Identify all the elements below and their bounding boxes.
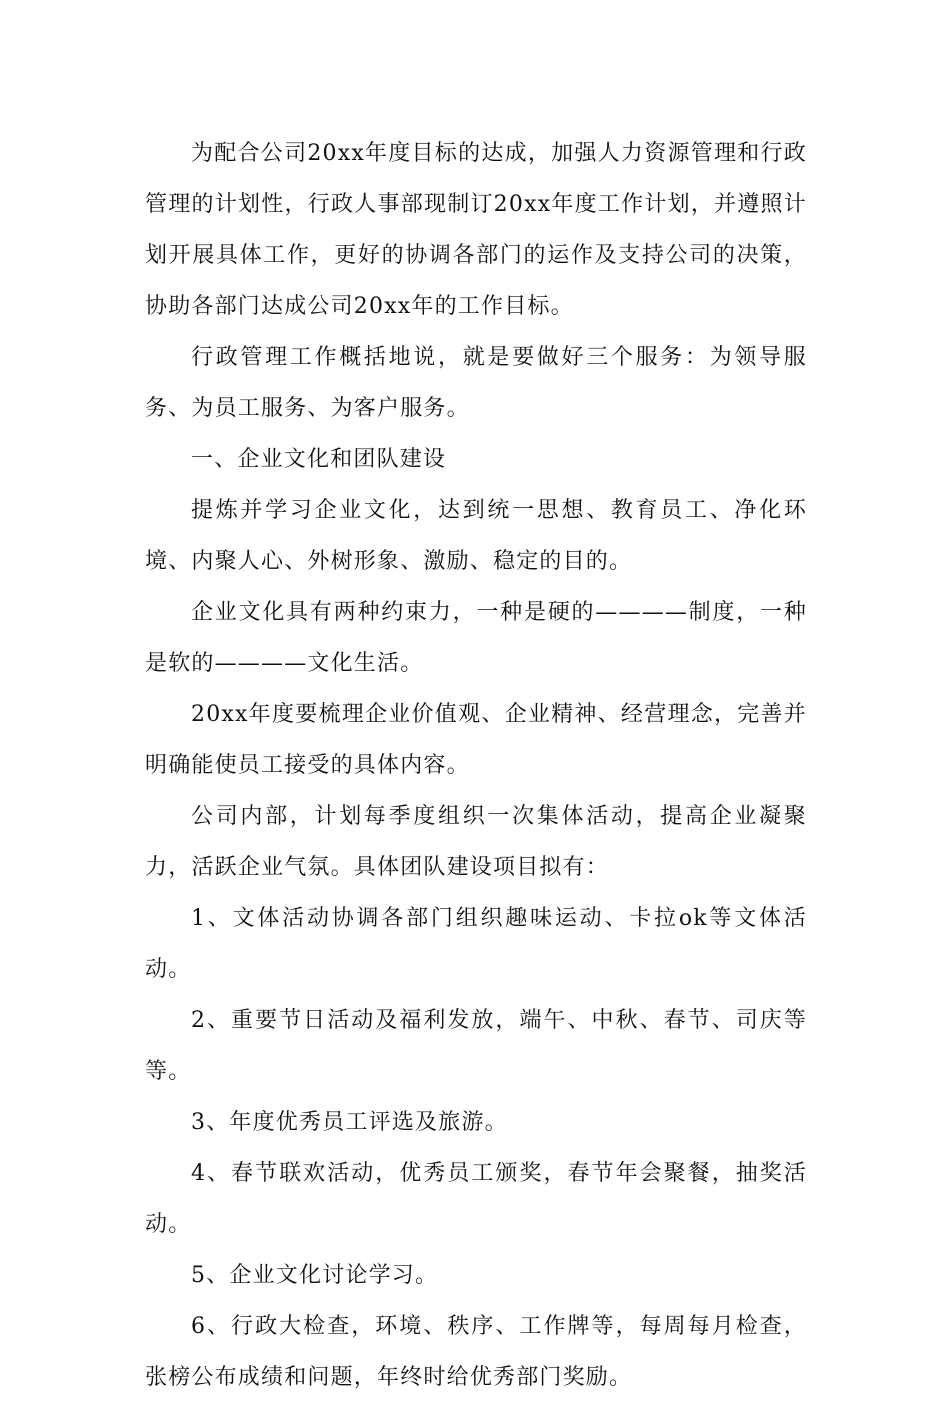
culture-constraint-paragraph: 企业文化具有两种约束力，一种是硬的————制度，一种是软的————文化生活。 (145, 600, 807, 676)
culture-purpose-paragraph: 提炼并学习企业文化，达到统一思想、教育员工、净化环境、内聚人心、外树形象、激励、稳定的目的。 (145, 498, 807, 574)
section-heading: 一、企业文化和团队建设 (191, 447, 447, 472)
service-paragraph: 行政管理工作概括地说，就是要做好三个服务：为领导服务、为员工服务、为客户服务。 (145, 345, 807, 421)
list-item: 4、春节联欢活动，优秀员工颁奖，春节年会聚餐，抽奖活动。 (145, 1161, 807, 1237)
team-activities-paragraph: 公司内部，计划每季度组织一次集体活动，提高企业凝聚力，活跃企业气氛。具体团队建设项目拟有： (145, 804, 807, 880)
document-body (145, 128, 807, 1403)
list-item: 2、重要节日活动及福利发放，端午、中秋、春节、司庆等等。 (145, 1008, 807, 1084)
list-item: 3、年度优秀员工评选及旅游。 (191, 1110, 508, 1135)
intro-paragraph: 为配合公司20xx年度目标的达成，加强人力资源管理和行政管理的计划性，行政人事部现制订20xx年度工作计划，并遵照计划开展具体工作，更好的协调各部门的运作及支持公司的决策，协助各部门达成公司20xx年的工作目标。 (145, 141, 807, 319)
list-item: 1、文体活动协调各部门组织趣味运动、卡拉ok等文体活动。 (145, 906, 807, 982)
values-paragraph: 20xx年度要梳理企业价值观、企业精神、经营理念，完善并明确能使员工接受的具体内容。 (145, 702, 807, 778)
list-item: 6、行政大检查，环境、秩序、工作牌等，每周每月检查，张榜公布成绩和问题，年终时给优秀部门奖励。 (145, 1314, 807, 1390)
list-item: 5、企业文化讨论学习。 (191, 1263, 439, 1288)
